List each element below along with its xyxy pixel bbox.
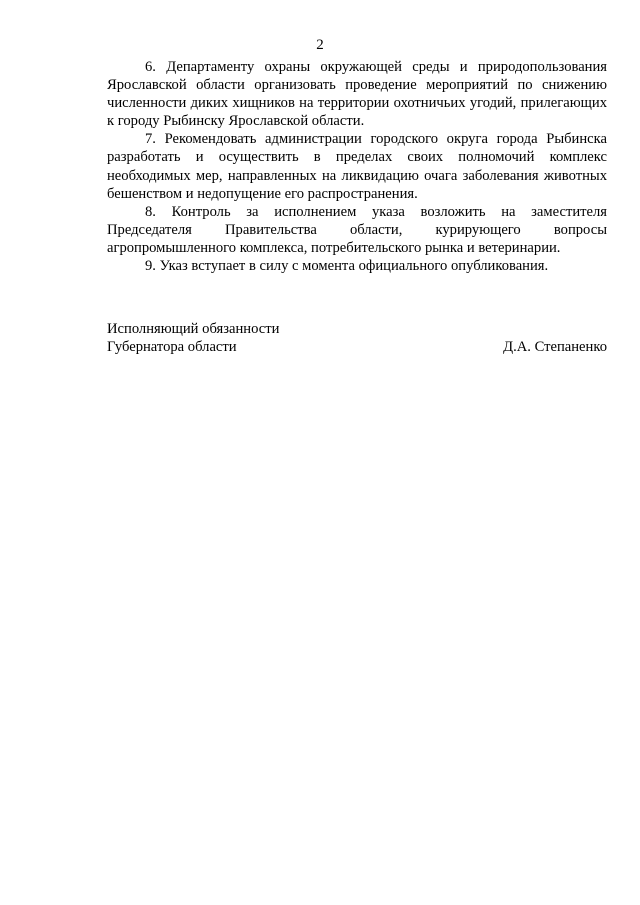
page-number: 2 <box>316 37 324 53</box>
signatory-name: Д.А. Степаненко <box>503 339 607 356</box>
paragraph-8: 8. Контроль за исполнением указа возложить на заместителя Председателя Правительства области, курирующего вопросы агропромышленного комплекса, потребительского рынка и ветеринарии. <box>107 203 607 256</box>
paragraph-6: 6. Департаменту охраны окружающей среды и природопользования Ярославской области организовать проведение мероприятий по снижению численности диких хищников на территории охотничьих угодий, прилегающих к городу Рыбинску Ярославской области. <box>107 59 607 130</box>
signatory-position-line1: Исполняющий обязанности <box>107 321 280 337</box>
signature-block <box>107 320 607 356</box>
paragraph-9: 9. Указ вступает в силу с момента официального опубликования. <box>145 258 549 275</box>
document-body <box>107 58 607 275</box>
paragraph-7: 7. Рекомендовать администрации городского округа города Рыбинска разработать и осуществить в пределах своих полномочий комплекс необходимых мер, направленных на ликвидацию очага заболевания животных бешенством и недопущение его распространения. <box>107 131 607 202</box>
signature-line <box>107 338 607 356</box>
signatory-position-line2: Губернатора области <box>107 339 237 356</box>
